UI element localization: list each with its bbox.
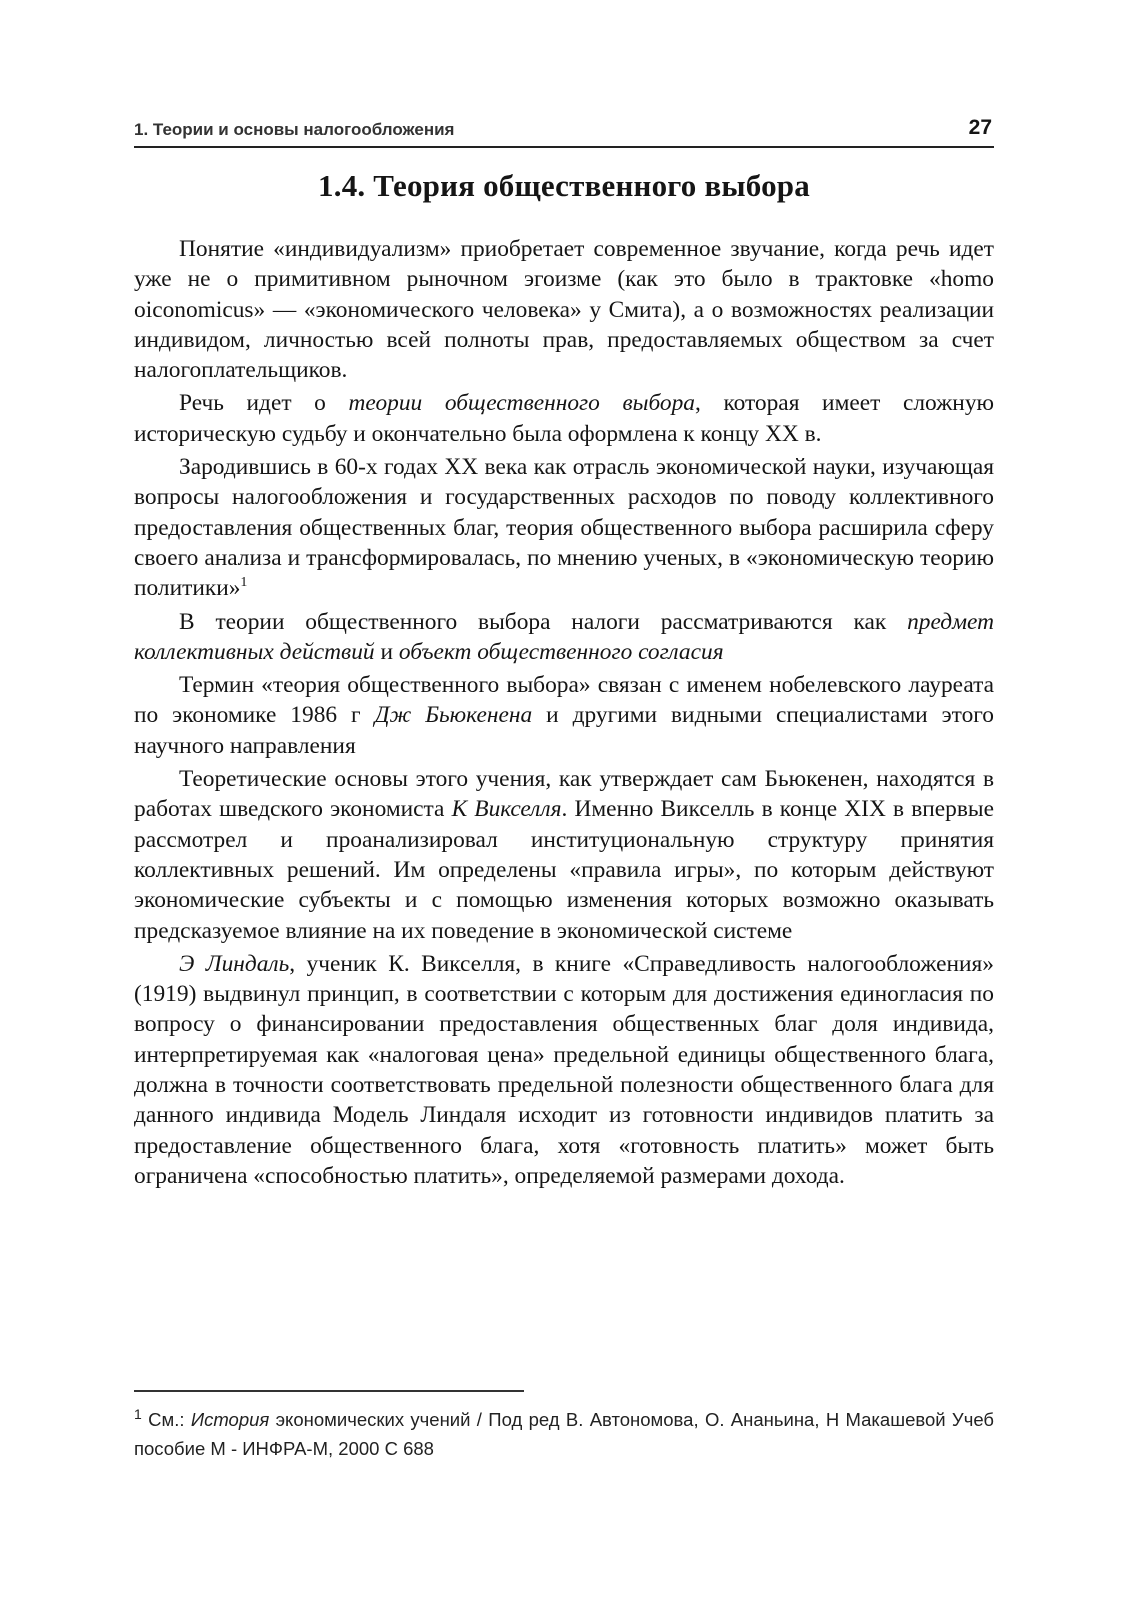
italic-name: Э Линдаль: [179, 950, 290, 977]
paragraph-buchanan: [134, 670, 994, 761]
paragraph-text: , ученик К. Викселля, в книге «Справедливость налогообложения» (1919) выдвинул принцип, в соответствии с которым для достижения единогласия по вопросу о финансировании предоставления общественных благ доля индивида, интерпретируемая как «налоговая цена» предельной единицы общественного блага, должна в точности соответствовать предельной полезности общественного блага для данного индивида Модель Линдаля исходит из готовности индивидов платить за предоставление общественного блага, хотя «готовность платить» может быть ограничена «способностью платить», определяемой размерами дохода.: [134, 950, 994, 1189]
paragraph-individualism: [134, 234, 994, 385]
paragraph-public-choice-intro: [134, 388, 994, 449]
footnote: [134, 1405, 994, 1463]
footnote-text: экономических учений / Под ред В. Автономова, О. Ананьина, Н Макашевой Учеб пособие М - ИНФРА-М, 2000 С 688: [134, 1409, 995, 1459]
footnote-italic: История: [190, 1409, 270, 1430]
paragraph-wicksell: [134, 764, 994, 946]
paragraph-text: Зародившись в 60-х годах XX века как отрасль экономической науки, изучающая вопросы налогообложения и государственных расходов по поводу коллективного предоставления общественных благ, теория общественного выбора расширила сферу своего анализа и трансформировалась, по мнению ученых, в «экономическую теорию политики»: [134, 454, 994, 602]
body-text: [134, 234, 994, 1194]
italic-name: К Викселля: [451, 796, 562, 823]
section-title: 1.4. Теория общественного выбора: [318, 168, 810, 203]
italic-term: теории общественного выбора: [348, 390, 695, 417]
running-title: 1. Теории и основы налогообложения: [134, 120, 455, 139]
paragraph-text: Понятие «индивидуализм» приобретает современное звучание, когда речь идет уже не о примитивном рыночном эгоизме (как это было в трактовке «homo oiconomicus» — «экономического человека» у Смита), а о возможностях реализации индивидом, личностью всей полноты прав, предоставляемых обществом за счет налогоплательщиков.: [134, 236, 994, 384]
paragraph-text: Термин «теория общественного выбора» связан с именем нобелевского лауреата по экономике 1986 г: [134, 672, 994, 729]
paragraph-text: и: [374, 638, 399, 665]
footnote-reference: 1: [240, 575, 248, 591]
italic-term: объект общественного согласия: [398, 638, 724, 665]
italic-term: предмет коллективных действий: [134, 608, 994, 665]
footnote-lead: См.:: [148, 1409, 191, 1430]
paragraph-taxes-view: [134, 607, 994, 668]
paragraph-text: В теории общественного выбора налоги рассматриваются как: [179, 608, 908, 635]
paragraph-text: Теоретические основы этого учения, как утверждает сам Бьюкенен, находятся в работах шведского экономиста: [134, 766, 994, 823]
footnote-marker: 1: [134, 1405, 142, 1422]
italic-name: Дж Бьюкенена: [374, 702, 533, 729]
footnote-divider: [134, 1390, 524, 1392]
running-header: [134, 112, 994, 148]
paragraph-lindahl: [134, 949, 994, 1191]
paragraph-origins: [134, 452, 994, 603]
paragraph-text: и другими видными специалистами этого научного направления: [134, 702, 994, 759]
paragraph-text: . Именно Викселль в конце XIX в впервые рассмотрел и проанализировал институциональную структуру принятия коллективных решений. Им определены «правила игры», по которым действуют экономические субъекты и с помощью изменения которых возможно оказывать предсказуемое влияние на их поведение в экономической системе: [134, 796, 994, 944]
page-number: 27: [968, 116, 992, 139]
paragraph-text: Речь идет о: [179, 390, 349, 417]
paragraph-text: , которая имеет сложную историческую судьбу и окончательно была оформлена к концу XX в.: [134, 390, 994, 447]
